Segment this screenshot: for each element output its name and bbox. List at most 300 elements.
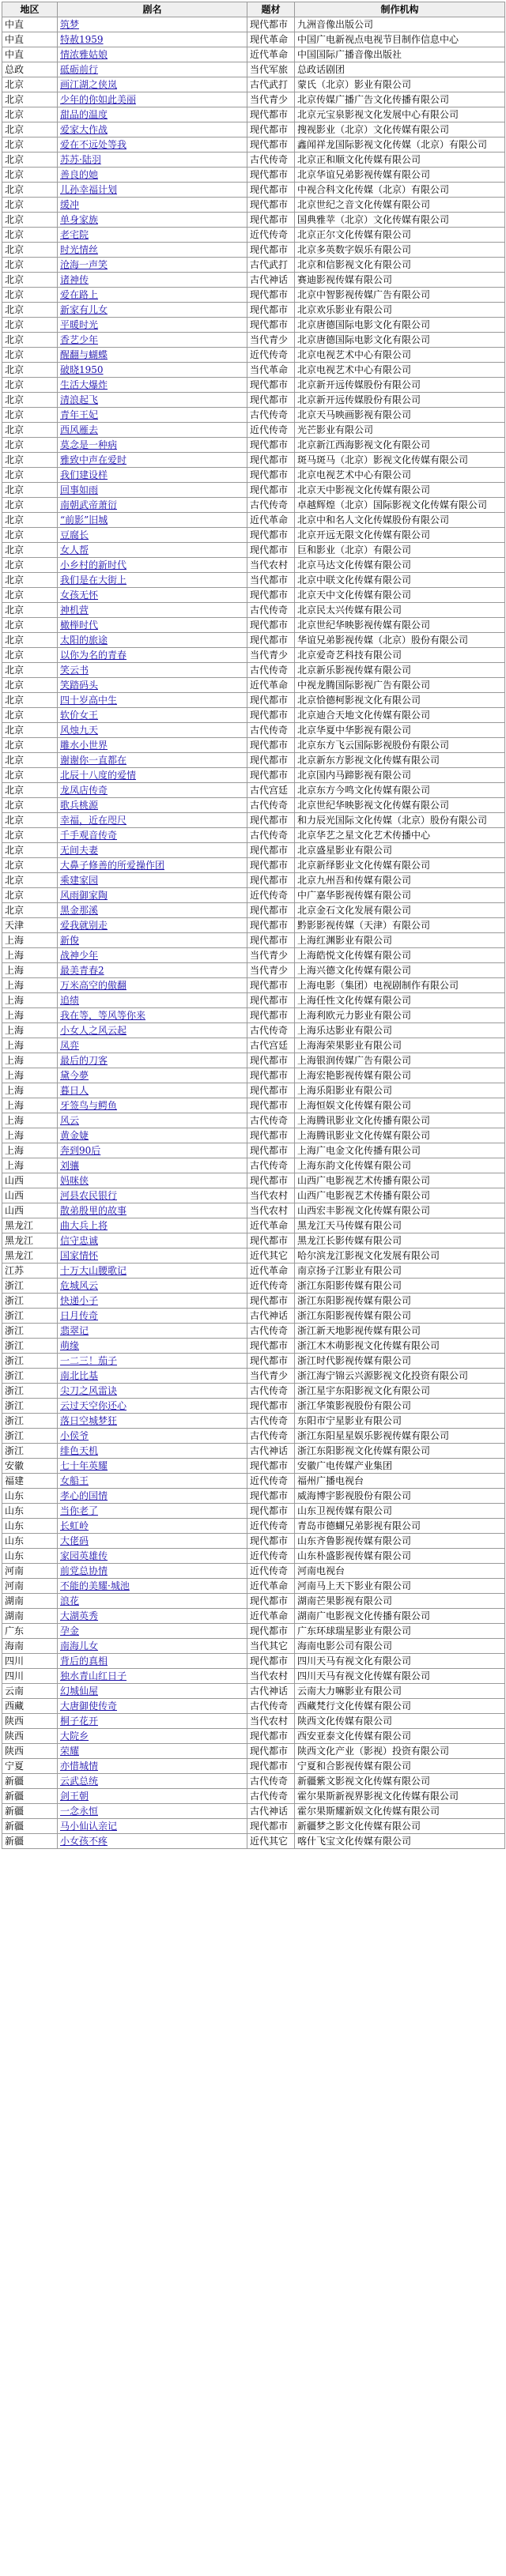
region-cell: 新疆: [2, 1804, 58, 1819]
drama-name-link[interactable]: 一二三！茄子: [60, 1355, 118, 1366]
drama-name-link[interactable]: 小乡村的新时代: [60, 559, 127, 571]
genre-cell: 现代都市: [247, 183, 295, 198]
drama-name-link[interactable]: 家园英雄传: [60, 1550, 108, 1561]
producer-cell: 浙江时代影视传媒有限公司: [295, 1354, 505, 1369]
drama-name-link[interactable]: 谢谢你一直都在: [60, 755, 127, 766]
table-row: [2, 243, 505, 258]
drama-name-link[interactable]: 南海儿女: [60, 1640, 99, 1651]
drama-name-link[interactable]: 亦惜城情: [60, 1761, 99, 1772]
region-cell: 北京: [2, 588, 58, 603]
genre-cell: 现代都市: [247, 843, 295, 858]
genre-cell: 现代都市: [247, 213, 295, 228]
producer-cell: 云南大力嘛影业有限公司: [295, 1684, 505, 1699]
drama-name-cell: [58, 1008, 247, 1023]
drama-name-link[interactable]: 我在等，等风等你来: [60, 1010, 146, 1021]
drama-name-link[interactable]: 南朝武帝萧衍: [60, 499, 118, 510]
drama-name-link[interactable]: 大佬码: [60, 1535, 89, 1546]
drama-name-link[interactable]: 砥砺前行: [60, 64, 99, 75]
drama-name-link[interactable]: 大鼻子修善的所爱操作团: [60, 860, 165, 871]
genre-cell: 古代神话: [247, 1804, 295, 1819]
region-cell: 北京: [2, 648, 58, 663]
drama-name-link[interactable]: 龙凤店传奇: [60, 785, 108, 796]
drama-name-link[interactable]: 情浓雅姑娘: [60, 49, 108, 60]
drama-name-link[interactable]: 乘建家园: [60, 875, 99, 886]
drama-name-link[interactable]: 神机营: [60, 604, 89, 616]
drama-name-cell: [58, 1684, 247, 1699]
drama-name-link[interactable]: 桐子花开: [60, 1715, 99, 1727]
table-row: [2, 543, 505, 558]
genre-cell: 现代都市: [247, 122, 295, 137]
region-cell: 北京: [2, 378, 58, 393]
genre-cell: 现代都市: [247, 813, 295, 828]
genre-cell: 现代都市: [247, 1294, 295, 1309]
drama-name-link[interactable]: 醒翻与蝴蝶: [60, 349, 108, 360]
table-row: [2, 963, 505, 978]
producer-cell: 中广嘉华影视传媒有限公司: [295, 888, 505, 903]
genre-cell: 现代都市: [247, 993, 295, 1008]
region-cell: 北京: [2, 77, 58, 92]
region-cell: 江苏: [2, 1264, 58, 1279]
drama-name-cell: [58, 107, 247, 122]
drama-name-cell: [58, 768, 247, 783]
drama-name-link[interactable]: 爱在不远处等我: [60, 139, 127, 150]
drama-name-link[interactable]: 青年王妃: [60, 409, 99, 420]
region-cell: 北京: [2, 107, 58, 122]
drama-name-link[interactable]: 女船王: [60, 1475, 89, 1486]
table-row: [2, 1414, 505, 1429]
drama-name-link[interactable]: 四十岁高中生: [60, 695, 118, 706]
table-row: [2, 468, 505, 483]
drama-name-cell: [58, 963, 247, 978]
drama-name-link[interactable]: 剑王朝: [60, 1791, 89, 1802]
drama-name-link[interactable]: 前党总协情: [60, 1565, 108, 1576]
drama-name-link[interactable]: 缓冲: [60, 199, 80, 210]
drama-name-cell: [58, 573, 247, 588]
drama-name-cell: [58, 1324, 247, 1339]
table-row: [2, 783, 505, 798]
region-cell: 北京: [2, 813, 58, 828]
drama-name-link[interactable]: 云武总统: [60, 1776, 99, 1787]
drama-name-link[interactable]: 翡翠记: [60, 1325, 89, 1336]
drama-name-link[interactable]: 儿孙幸福计划: [60, 184, 118, 195]
region-cell: 新疆: [2, 1834, 58, 1849]
producer-cell: 北京元宝泉影视文化发展中心有限公司: [295, 107, 505, 122]
genre-cell: 现代都市: [247, 1173, 295, 1188]
drama-name-link[interactable]: 千手观音传奇: [60, 830, 118, 841]
drama-name-cell: [58, 1279, 247, 1294]
producer-cell: 山西广电影视艺术传播有限公司: [295, 1173, 505, 1188]
producer-cell: 海南电影公司有限公司: [295, 1639, 505, 1654]
genre-cell: 近代革命: [247, 513, 295, 528]
drama-name-link[interactable]: 战神少年: [60, 950, 99, 961]
drama-name-link[interactable]: 女人帮: [60, 544, 89, 555]
producer-cell: 北京新开远传媒股份有限公司: [295, 393, 505, 408]
table-row: [2, 903, 505, 918]
drama-name-link[interactable]: 我们是在大街上: [60, 574, 127, 586]
drama-name-link[interactable]: 甜品的温度: [60, 109, 108, 120]
drama-name-link[interactable]: 长虹岭: [60, 1520, 89, 1531]
producer-cell: 上海腾讯影业文化传播有限公司: [295, 1113, 505, 1128]
genre-cell: 现代都市: [247, 1819, 295, 1834]
drama-name-link[interactable]: 追绩: [60, 995, 80, 1006]
table-row: [2, 1429, 505, 1444]
producer-cell: 上海乐达影业有限公司: [295, 1023, 505, 1038]
drama-name-cell: [58, 1203, 247, 1218]
drama-name-link[interactable]: 荣耀: [60, 1746, 80, 1757]
drama-name-cell: [58, 1038, 247, 1053]
drama-name-link[interactable]: 以你为名的青春: [60, 650, 127, 661]
genre-cell: 古代武打: [247, 258, 295, 273]
producer-cell: 北京新东方影视文化传媒有限公司: [295, 753, 505, 768]
table-row: [2, 1549, 505, 1564]
table-row: [2, 993, 505, 1008]
region-cell: 北京: [2, 303, 58, 318]
drama-name-cell: [58, 1564, 247, 1579]
region-cell: 北京: [2, 408, 58, 423]
drama-name-link[interactable]: 十万大山腰歌记: [60, 1265, 127, 1276]
drama-name-link[interactable]: 无间夫妻: [60, 845, 99, 856]
region-cell: 新疆: [2, 1789, 58, 1804]
region-cell: 陕西: [2, 1729, 58, 1744]
producer-cell: 光芒影业有限公司: [295, 423, 505, 438]
drama-name-link[interactable]: 大唐御使传奇: [60, 1700, 118, 1712]
drama-name-link[interactable]: 平暖时光: [60, 319, 99, 330]
region-cell: 北京: [2, 183, 58, 198]
drama-name-cell: [58, 1248, 247, 1264]
drama-name-link[interactable]: 笑云书: [60, 665, 89, 676]
genre-cell: 现代都市: [247, 768, 295, 783]
genre-cell: 当代都市: [247, 573, 295, 588]
drama-name-link[interactable]: 独水青山红日子: [60, 1670, 127, 1682]
drama-name-cell: [58, 1714, 247, 1729]
drama-name-cell: [58, 363, 247, 378]
drama-name-link[interactable]: 西风雁去: [60, 424, 99, 435]
producer-cell: 北京正尔文化传媒有限公司: [295, 228, 505, 243]
drama-name-link[interactable]: 孝心的国情: [60, 1490, 108, 1501]
genre-cell: 现代都市: [247, 243, 295, 258]
drama-name-link[interactable]: 国家情怀: [60, 1250, 99, 1261]
drama-name-cell: [58, 32, 247, 47]
drama-name-link[interactable]: 画江湖之侠岚: [60, 79, 118, 90]
producer-cell: 北京天马映画影视有限公司: [295, 408, 505, 423]
producer-cell: 中视合科文化传媒（北京）有限公司: [295, 183, 505, 198]
producer-cell: 浙江东阳影视传媒有限公司: [295, 1309, 505, 1324]
region-cell: 总政: [2, 62, 58, 77]
drama-name-link[interactable]: 爱在路上: [60, 289, 99, 300]
drama-name-cell: [58, 993, 247, 1008]
drama-name-link[interactable]: 雅致中声在爱时: [60, 454, 127, 465]
drama-name-link[interactable]: 幸福，近在咫尺: [60, 815, 127, 826]
table-row: [2, 137, 505, 153]
drama-name-link[interactable]: 凤弈: [60, 1040, 80, 1051]
drama-name-cell: [58, 468, 247, 483]
region-cell: 北京: [2, 168, 58, 183]
drama-name-link[interactable]: 生活大爆炸: [60, 379, 108, 390]
drama-name-link[interactable]: 萌缘: [60, 1340, 80, 1351]
table-row: [2, 1143, 505, 1158]
region-cell: 北京: [2, 558, 58, 573]
drama-name-link[interactable]: “前影”旧城: [60, 514, 108, 525]
drama-name-link[interactable]: 落日空城梦狂: [60, 1415, 118, 1426]
drama-name-cell: [58, 1143, 247, 1158]
drama-name-link[interactable]: 小女人之风云起: [60, 1025, 127, 1036]
genre-cell: 现代都市: [247, 198, 295, 213]
region-cell: 北京: [2, 783, 58, 798]
drama-name-cell: [58, 243, 247, 258]
drama-name-link[interactable]: 马小仙认亲记: [60, 1821, 118, 1832]
drama-name-link[interactable]: 香艺少年: [60, 334, 99, 345]
genre-cell: 现代都市: [247, 1399, 295, 1414]
genre-cell: 当代农村: [247, 1188, 295, 1203]
producer-cell: 上海兴德文化传媒有限公司: [295, 963, 505, 978]
drama-name-link[interactable]: 黛今夢: [60, 1070, 89, 1081]
drama-name-link[interactable]: 时光情丝: [60, 244, 99, 255]
producer-cell: 浙江华策影视股份有限公司: [295, 1399, 505, 1414]
drama-name-link[interactable]: 不能的美耀·城池: [60, 1580, 130, 1591]
drama-name-link[interactable]: 少年的你如此美丽: [60, 94, 137, 105]
region-cell: 北京: [2, 633, 58, 648]
drama-name-link[interactable]: 风云: [60, 1115, 80, 1126]
table-row: [2, 378, 505, 393]
genre-cell: 古代传奇: [247, 603, 295, 618]
drama-name-link[interactable]: 莫念是一种病: [60, 439, 118, 450]
drama-name-cell: [58, 1188, 247, 1203]
drama-name-link[interactable]: 橄榉时代: [60, 620, 99, 631]
drama-name-link[interactable]: 豆腐长: [60, 529, 89, 540]
drama-name-cell: [58, 1384, 247, 1399]
drama-name-link[interactable]: 尖刀之风雷诀: [60, 1385, 118, 1396]
drama-name-link[interactable]: 绯色天机: [60, 1445, 99, 1456]
drama-name-link[interactable]: 孕金: [60, 1625, 80, 1636]
table-row: [2, 1774, 505, 1789]
producer-cell: 北京迪合天地文化传媒有限公司: [295, 708, 505, 723]
drama-name-link[interactable]: 风烛九天: [60, 725, 99, 736]
producer-cell: 北京华夏中华影视有限公司: [295, 723, 505, 738]
region-cell: 北京: [2, 798, 58, 813]
drama-name-link[interactable]: 善良的她: [60, 169, 99, 180]
drama-name-link[interactable]: 七十年英耀: [60, 1460, 108, 1471]
genre-cell: 当代青少: [247, 92, 295, 107]
drama-name-link[interactable]: 背后的真相: [60, 1655, 108, 1666]
drama-name-link[interactable]: 暮日人: [60, 1085, 89, 1096]
drama-name-cell: [58, 453, 247, 468]
drama-name-link[interactable]: 雕水小世界: [60, 740, 108, 751]
producer-cell: 北京天中文化传媒有限公司: [295, 588, 505, 603]
drama-name-link[interactable]: 小女孩不疼: [60, 1836, 108, 1847]
drama-name-link[interactable]: 刘骧: [60, 1160, 80, 1171]
genre-cell: 当代革命: [247, 363, 295, 378]
drama-name-link[interactable]: 快递小子: [60, 1295, 99, 1306]
producer-cell: 新疆紫文影视文化传媒有限公司: [295, 1774, 505, 1789]
drama-name-link[interactable]: 老宅院: [60, 229, 89, 240]
region-cell: 山东: [2, 1489, 58, 1504]
drama-name-link[interactable]: 黄金婕: [60, 1130, 89, 1141]
region-cell: 北京: [2, 153, 58, 168]
drama-name-link[interactable]: 回事如雨: [60, 484, 99, 495]
producer-cell: 四川天马有视文化有限公司: [295, 1654, 505, 1669]
drama-name-link[interactable]: 信守忠诚: [60, 1235, 99, 1246]
genre-cell: 近代革命: [247, 1218, 295, 1233]
drama-name-link[interactable]: 万米高空的傲翻: [60, 980, 127, 991]
drama-name-link[interactable]: 南北比基: [60, 1370, 99, 1381]
drama-name-link[interactable]: 诸神传: [60, 274, 89, 285]
drama-name-link[interactable]: 牙签鸟与鳄鱼: [60, 1100, 118, 1111]
table-row: [2, 1008, 505, 1023]
drama-name-link[interactable]: 笑踏码头: [60, 680, 99, 691]
producer-cell: 喀什飞宝文化传媒有限公司: [295, 1834, 505, 1849]
table-row: [2, 513, 505, 528]
region-cell: 浙江: [2, 1354, 58, 1369]
drama-name-link[interactable]: 河县农民银行: [60, 1190, 118, 1201]
table-row: [2, 17, 505, 32]
producer-cell: 中视龙腾国际影视广告有限公司: [295, 678, 505, 693]
drama-name-link[interactable]: 幻城仙屋: [60, 1685, 99, 1697]
drama-name-cell: [58, 708, 247, 723]
genre-cell: 当代农村: [247, 1203, 295, 1218]
table-row: [2, 1489, 505, 1504]
drama-name-link[interactable]: 特赦1959: [60, 34, 104, 45]
drama-name-cell: [58, 258, 247, 273]
region-cell: 北京: [2, 288, 58, 303]
producer-cell: 浙江东阳影视文化传媒有限公司: [295, 1444, 505, 1459]
producer-cell: 浙江星宇东阳影视文化有限公司: [295, 1384, 505, 1399]
region-cell: 上海: [2, 1008, 58, 1023]
drama-name-link[interactable]: 曲大兵上将: [60, 1220, 108, 1231]
drama-name-cell: [58, 1489, 247, 1504]
drama-name-cell: [58, 1789, 247, 1804]
producer-cell: 蒙氏（北京）影业有限公司: [295, 77, 505, 92]
genre-cell: 现代都市: [247, 168, 295, 183]
drama-name-link[interactable]: 当你老了: [60, 1505, 99, 1516]
drama-name-cell: [58, 1083, 247, 1098]
drama-name-link[interactable]: 歌兵桃源: [60, 800, 99, 811]
table-row: [2, 1729, 505, 1744]
drama-name-link[interactable]: 日月传奇: [60, 1310, 99, 1321]
table-row: [2, 1399, 505, 1414]
drama-name-link[interactable]: 沧海一声笑: [60, 259, 108, 270]
drama-name-cell: [58, 513, 247, 528]
genre-cell: 现代都市: [247, 633, 295, 648]
drama-name-cell: [58, 77, 247, 92]
drama-name-link[interactable]: 最美青春2: [60, 965, 104, 976]
drama-name-link[interactable]: 爱我就别走: [60, 920, 108, 931]
drama-name-link[interactable]: 新家有儿女: [60, 304, 108, 315]
region-cell: 山西: [2, 1203, 58, 1218]
drama-name-link[interactable]: 苏苏·陆羽: [60, 154, 101, 165]
drama-name-link[interactable]: 单身家族: [60, 214, 99, 225]
table-row: [2, 393, 505, 408]
producer-cell: 青岛市德蝴兄弟影视有限公司: [295, 1519, 505, 1534]
table-row: [2, 1759, 505, 1774]
drama-name-link[interactable]: 大湖英秀: [60, 1610, 99, 1621]
table-row: [2, 618, 505, 633]
drama-name-link[interactable]: 筑梦: [60, 19, 80, 30]
producer-cell: 四川天马有视文化传媒有限公司: [295, 1669, 505, 1684]
table-row: [2, 918, 505, 933]
drama-name-link[interactable]: 黑金那溪: [60, 905, 99, 916]
drama-name-link[interactable]: 妈咪侠: [60, 1175, 89, 1186]
producer-cell: 北京电视艺术中心有限公司: [295, 363, 505, 378]
table-row: [2, 438, 505, 453]
drama-name-link[interactable]: 破晓1950: [60, 364, 104, 375]
drama-name-link[interactable]: 浪花: [60, 1595, 80, 1606]
genre-cell: 古代传奇: [247, 1023, 295, 1038]
drama-name-link[interactable]: 新俊: [60, 935, 80, 946]
drama-name-link[interactable]: 最后的刀客: [60, 1055, 108, 1066]
table-row: [2, 122, 505, 137]
table-row: [2, 153, 505, 168]
drama-name-link[interactable]: 散弟殷里的故事: [60, 1205, 127, 1216]
drama-name-cell: [58, 798, 247, 813]
drama-name-link[interactable]: 太阳的旅途: [60, 635, 108, 646]
genre-cell: 近代其它: [247, 1248, 295, 1264]
drama-name-link[interactable]: 危城风云: [60, 1280, 99, 1291]
table-row: [2, 1203, 505, 1218]
genre-cell: 当代青少: [247, 648, 295, 663]
drama-name-link[interactable]: 女孩无怀: [60, 589, 99, 601]
region-cell: 北京: [2, 228, 58, 243]
table-row: [2, 1384, 505, 1399]
genre-cell: 古代神话: [247, 273, 295, 288]
drama-name-link[interactable]: 云过天空你还心: [60, 1400, 127, 1411]
drama-name-cell: [58, 198, 247, 213]
table-row: [2, 318, 505, 333]
genre-cell: 现代革命: [247, 32, 295, 47]
region-cell: 上海: [2, 1098, 58, 1113]
drama-name-link[interactable]: 我们建设样: [60, 469, 108, 480]
drama-name-cell: [58, 603, 247, 618]
drama-name-cell: [58, 618, 247, 633]
table-row: [2, 1128, 505, 1143]
region-cell: 北京: [2, 618, 58, 633]
genre-cell: 古代宫廷: [247, 1038, 295, 1053]
table-row: [2, 1744, 505, 1759]
drama-name-link[interactable]: 大院乡: [60, 1731, 89, 1742]
genre-cell: 现代都市: [247, 1083, 295, 1098]
drama-name-link[interactable]: 一念永恒: [60, 1806, 99, 1817]
producer-cell: 北京多英数字娱乐有限公司: [295, 243, 505, 258]
table-row: [2, 1173, 505, 1188]
genre-cell: 古代神话: [247, 1684, 295, 1699]
genre-cell: 古代传奇: [247, 153, 295, 168]
table-row: [2, 483, 505, 498]
drama-name-link[interactable]: 软价女王: [60, 710, 99, 721]
table-row: [2, 1113, 505, 1128]
drama-name-link[interactable]: 奔到90后: [60, 1145, 101, 1156]
drama-name-cell: [58, 1519, 247, 1534]
producer-cell: 山东齐鲁影视传媒有限公司: [295, 1534, 505, 1549]
region-cell: 浙江: [2, 1279, 58, 1294]
drama-name-link[interactable]: 北辰十八度的爱情: [60, 770, 137, 781]
drama-name-link[interactable]: 爱家大作战: [60, 124, 108, 135]
genre-cell: 现代都市: [247, 873, 295, 888]
region-cell: 北京: [2, 198, 58, 213]
drama-name-cell: [58, 438, 247, 453]
drama-name-link[interactable]: 小侯爷: [60, 1430, 89, 1441]
genre-cell: 近代其它: [247, 1834, 295, 1849]
region-cell: 浙江: [2, 1444, 58, 1459]
drama-name-cell: [58, 543, 247, 558]
drama-name-link[interactable]: 风雨御家陶: [60, 890, 108, 901]
genre-cell: 近代革命: [247, 1609, 295, 1624]
region-cell: 北京: [2, 137, 58, 153]
drama-name-cell: [58, 213, 247, 228]
drama-name-link[interactable]: 清浪起飞: [60, 394, 99, 405]
genre-cell: 现代都市: [247, 1339, 295, 1354]
producer-cell: 北京中联文化传媒有限公司: [295, 573, 505, 588]
drama-name-cell: [58, 1639, 247, 1654]
region-cell: 北京: [2, 753, 58, 768]
